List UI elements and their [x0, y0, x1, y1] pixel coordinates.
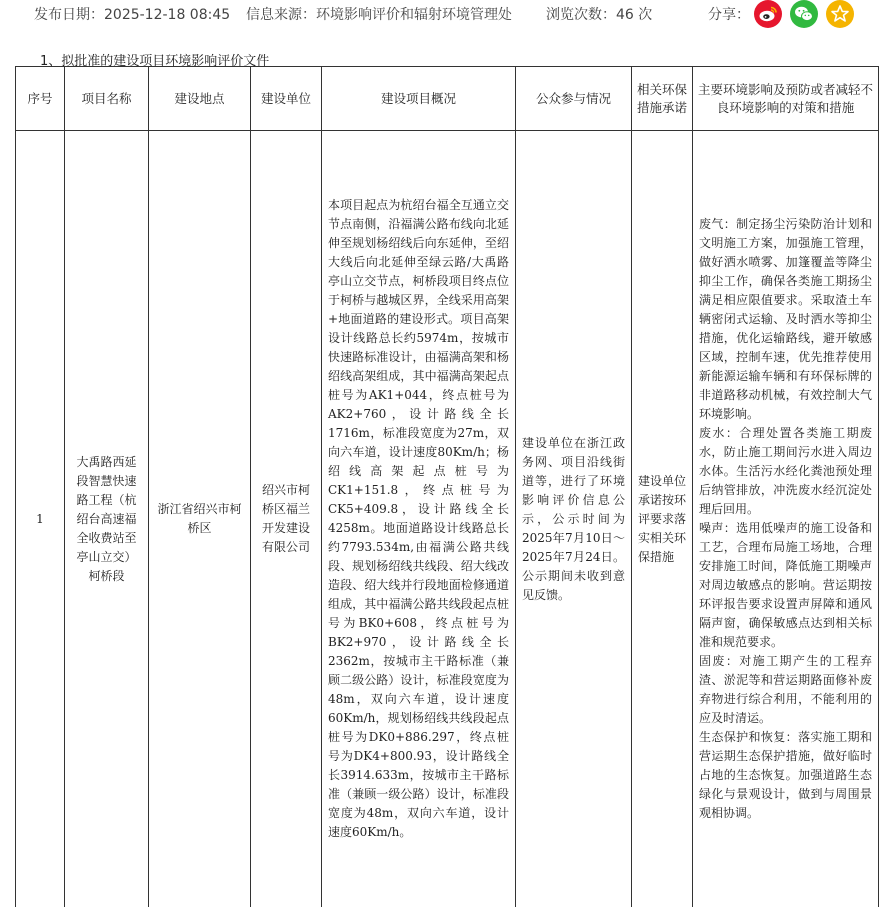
header-unit: 建设单位: [251, 67, 322, 131]
header-overview: 建设项目概况: [322, 67, 516, 131]
table-header-row: [16, 67, 879, 131]
share-weibo-button[interactable]: [754, 0, 782, 28]
share-label: 分享：: [708, 7, 750, 23]
header-commitment: 相关环保措施承诺: [632, 67, 693, 131]
cell-public: 建设单位在浙江政务网、项目沿线街道等，进行了环境影响评价信息公示，公示时间为2025年7月10日～2025年7月24日。公示期间未收到意见反馈。: [516, 131, 632, 907]
cell-project-name: 大禹路西延段智慧快速路工程（杭绍台高速福全收费站至亭山立交）柯桥段: [65, 131, 149, 907]
measure-solid-waste: 固废：对施工期产生的工程弃渣、淤泥等和营运期路面修补废弃物进行综合利用，不能利用的应及时清运。: [699, 654, 872, 725]
share-favorite-button[interactable]: [826, 0, 854, 28]
weibo-icon: [758, 5, 778, 23]
cell-overview: 本项目起点为杭绍台福全互通立交节点南侧，沿福满公路布线向北延伸至规划杨绍线后向东延伸，至绍大线后向北延伸至绿云路/大禹路亭山立交节点，柯桥段项目终点位于柯桥与越城区界，全线采用高架+地面道路的建设形式。项目高架设计线路总长约5974m，按城市快速路标准设计，由福满高架和杨绍线高架组成，其中福满高架起点桩号为AK1+044，终点桩号为AK2+760，设计路线全长1716m，标准段宽度为27m，双向六车道，设计速度80Km/h；杨绍线高架起点桩号为CK1+151.8，终点桩号为CK5+409.8，设计路线全长4258m。地面道路设计线路总长约7793.534m,由福满公路共线段、规划杨绍线共线段、绍大线改造段、绍大线并行段地面检修通道组成，其中福满公路共线段起点桩号为BK0+608，终点桩号为BK2+970，设计路线全长2362m，按城市主干路标准（兼顾二级公路）设计，标准段宽度为48m，双向六车道，设计速度60Km/h，规划杨绍线共线段起点桩号为DK0+886.297，终点桩号为DK4+800.93，设计路线全长3914.633m，按城市主干路标准（兼顾一级公路）设计，标准段宽度为48m，双向六车道，设计速度60Km/h。: [322, 131, 516, 907]
share-wechat-button[interactable]: [790, 0, 818, 28]
eia-project-table: [15, 66, 879, 907]
measure-water: 废水：合理处置各类施工期废水，防止施工期间污水进入周边水体。生活污水经化粪池预处理后纳管排放，冲洗废水经沉淀处理后回用。: [699, 426, 872, 516]
view-count: 浏览次数：46 次: [546, 7, 653, 23]
cell-commitment: 建设单位承诺按环评要求落实相关环保措施: [632, 131, 693, 907]
cell-no: 1: [16, 131, 65, 907]
info-source: 信息来源：环境影响评价和辐射环境管理处: [246, 7, 512, 23]
wechat-icon: [794, 5, 814, 23]
cell-location: 浙江省绍兴市柯桥区: [149, 131, 251, 907]
measure-air: 废气：制定扬尘污染防治计划和文明施工方案，加强施工管理，做好洒水喷雾、加篷覆盖等降尘抑尘工作，确保各类施工期扬尘满足相应限值要求。采取渣土车辆密闭式运输、及时洒水等抑尘措施，优化运输路线，避开敏感区域，控制车速，优先推荐使用新能源运输车辆和有环保标牌的非道路移动机械，有效控制大气环境影响。: [699, 217, 872, 421]
section-title: 1、拟批准的建设项目环境影响评价文件: [40, 54, 270, 69]
header-public: 公众参与情况: [516, 67, 632, 131]
publish-date: 发布日期：2025-12-18 08:45: [34, 7, 231, 23]
measure-ecology: 生态保护和恢复：落实施工期和营运期生态保护措施，做好临时占地的生态恢复。加强道路生态绿化与景观设计，做到与周围景观相协调。: [699, 730, 872, 820]
header-location: 建设地点: [149, 67, 251, 131]
favorite-star-icon: [830, 4, 850, 24]
table-row: [16, 131, 879, 907]
cell-measures: [693, 131, 879, 907]
header-measures: 主要环境影响及预防或者减轻不良环境影响的对策和措施: [693, 67, 879, 131]
cell-unit: 绍兴市柯桥区福兰开发建设有限公司: [251, 131, 322, 907]
header-no: 序号: [16, 67, 65, 131]
measure-noise: 噪声：选用低噪声的施工设备和工艺，合理布局施工场地，合理安排施工时间，降低施工期噪声对周边敏感点的影响。营运期按环评报告要求设置声屏障和通风隔声窗，确保敏感点达到相关标准和规范要求。: [699, 521, 872, 649]
header-project-name: 项目名称: [65, 67, 149, 131]
